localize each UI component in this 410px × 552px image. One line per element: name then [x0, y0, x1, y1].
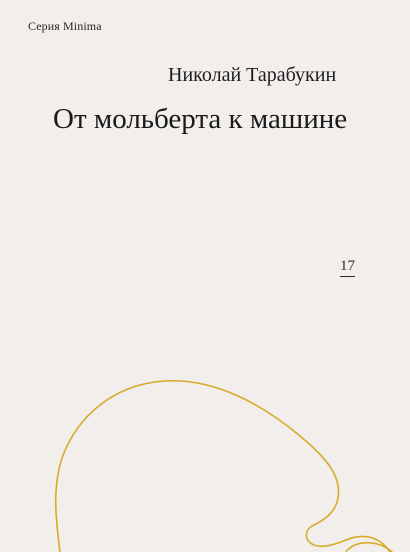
ornament-curve	[56, 381, 390, 552]
author-name: Николай Тарабукин	[168, 64, 337, 86]
ornament-inner-loop	[346, 543, 392, 552]
series-number: 17	[340, 259, 355, 277]
series-label: Серия Minima	[28, 19, 102, 33]
book-title: От мольберта к машине	[53, 103, 348, 135]
